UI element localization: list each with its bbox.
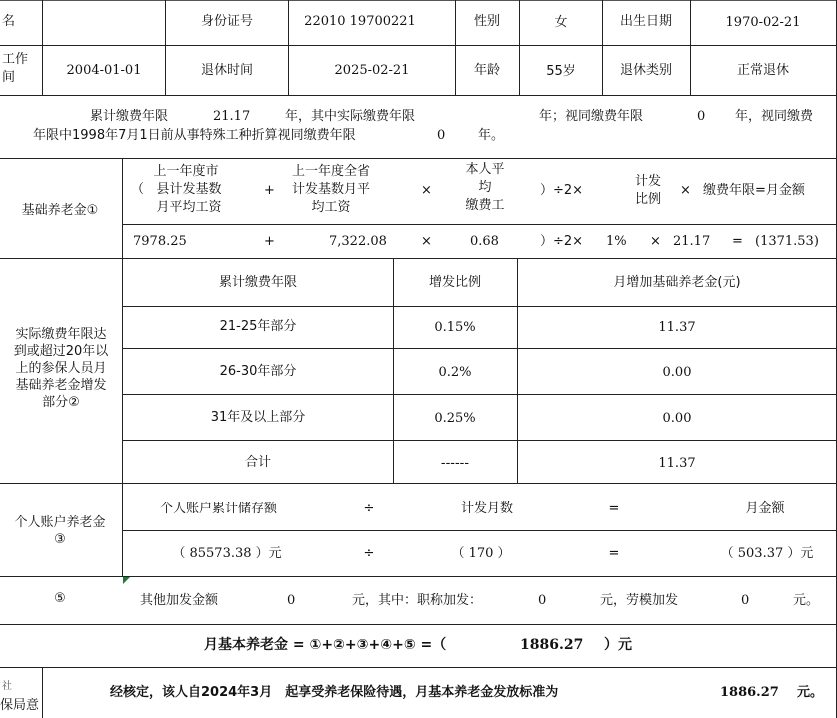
basic-v-years: 21.17 — [673, 234, 711, 249]
rule-inc-2 — [122, 348, 837, 349]
cell-marker — [123, 577, 130, 584]
personal-label-1: 个人账户养老金 — [14, 515, 106, 530]
increment-row-3-range: 31年及以上部分 — [210, 410, 306, 425]
rule-v-d — [455, 0, 456, 95]
type-label: 退休类别 — [619, 63, 673, 78]
increment-total-ratio: ------ — [440, 456, 470, 471]
increment-row-1-amount: 11.37 — [658, 320, 696, 335]
rule-v-inc-1 — [393, 258, 394, 483]
conclusion-label-1: 社 — [2, 681, 12, 692]
increment-col-years: 累计缴费年限 — [218, 275, 298, 290]
basic-h-plus: + — [264, 183, 275, 198]
rule-v-inc-2 — [517, 258, 518, 483]
personal-h-eq: = — [608, 501, 620, 516]
basic-v-div: ）÷2× — [540, 234, 584, 249]
rule-v-label — [122, 158, 123, 576]
other-b-value: 0 — [538, 593, 547, 608]
work-label-2: 间 — [2, 70, 16, 85]
gender-label: 性别 — [473, 14, 501, 29]
basic-h-ratio-2: 比例 — [634, 192, 662, 207]
rule-inc-3 — [122, 394, 837, 395]
basic-h-open: （ — [131, 182, 145, 197]
name-label: 名 — [2, 14, 16, 29]
conclusion-label-2: 保局意 — [0, 698, 40, 713]
other-b: 元，其中：职称加发： — [352, 593, 483, 608]
age-label: 年龄 — [473, 63, 501, 78]
increment-col-amount: 月增加基础养老金(元) — [613, 275, 741, 290]
summary-line1-deemed: 0 — [697, 109, 706, 124]
personal-v-months: （ 170 ） — [451, 546, 511, 561]
type-value: 正常退休 — [736, 63, 790, 78]
basic-pension-label: 基础养老金① — [21, 203, 99, 218]
rule-personal-mid — [122, 530, 837, 531]
rule-v-f — [602, 0, 603, 95]
personal-h-div: ÷ — [363, 501, 375, 516]
other-d: 元。 — [793, 593, 820, 608]
increment-total-amount: 11.37 — [658, 456, 696, 471]
rule-basic-bottom — [0, 258, 837, 259]
rule-inc-bottom — [0, 483, 837, 484]
increment-row-1-range: 21-25年部分 — [219, 319, 297, 334]
basic-h-prov-3: 均工资 — [311, 200, 351, 215]
basic-h-city-2: 县计发基数 — [156, 182, 222, 197]
id-label: 身份证号 — [200, 14, 254, 29]
work-value: 2004-01-01 — [66, 63, 142, 78]
summary-line1-b: 年，其中实际缴费年限 — [285, 109, 416, 124]
rule-row1-bottom — [0, 45, 837, 46]
increment-label — [0, 326, 122, 411]
increment-row-1-ratio: 0.15% — [434, 320, 476, 335]
personal-v-monthly: （ 503.37 ）元 — [720, 546, 814, 561]
other-c: 元，劳模加发 — [600, 593, 679, 608]
increment-row-3-amount: 0.00 — [662, 411, 692, 426]
retire-label: 退休时间 — [200, 63, 254, 78]
work-label-1: 工作 — [2, 52, 29, 67]
basic-h-div: ）÷2× — [540, 183, 584, 198]
basic-v-ratio: 1% — [606, 234, 627, 249]
conclusion-unit: 元。 — [797, 685, 824, 700]
rule-other-bottom — [0, 624, 837, 625]
increment-label-4: 基础养老金增发 — [15, 378, 107, 393]
rule-total-bottom — [0, 667, 837, 668]
age-value: 55岁 — [546, 64, 576, 79]
basic-v-times-1: × — [421, 234, 432, 249]
basic-h-prov-1: 上一年度全省 — [291, 164, 371, 179]
summary-line1-c: 年；视同缴费年限 — [539, 109, 644, 124]
rule-inc-1 — [122, 306, 837, 307]
other-c-value: 0 — [741, 593, 750, 608]
rule-v-conclusion — [42, 667, 43, 718]
basic-h-times-2: × — [680, 183, 691, 198]
other-a-value: 0 — [287, 593, 296, 608]
basic-v-avg: 0.68 — [470, 234, 499, 249]
personal-v-eq: = — [608, 546, 620, 561]
personal-v-div: ÷ — [363, 546, 375, 561]
increment-total-range: 合计 — [244, 455, 272, 470]
birth-value: 1970-02-21 — [725, 15, 801, 30]
increment-row-2-amount: 0.00 — [662, 365, 692, 380]
gender-value: 女 — [554, 15, 568, 30]
rule-row2-bottom — [0, 95, 837, 96]
rule-top — [0, 0, 837, 1]
increment-row-2-ratio: 0.2% — [438, 365, 472, 380]
basic-v-plus: + — [264, 234, 275, 249]
rule-v-g — [690, 0, 691, 95]
rule-basic-mid — [122, 224, 837, 225]
summary-line1-years: 21.17 — [213, 109, 251, 124]
rule-inc-4 — [122, 440, 837, 441]
rule-summary-bottom — [0, 158, 837, 159]
other-label: ⑤ — [54, 591, 66, 606]
increment-row-2-range: 26-30年部分 — [219, 364, 297, 379]
personal-h-months: 计发月数 — [460, 501, 514, 516]
total-value: 1886.27 — [520, 637, 584, 653]
personal-label-2: ③ — [54, 532, 66, 547]
basic-h-city-1: 上一年度市 — [153, 164, 219, 179]
summary-line1-a: 累计缴费年限 — [90, 109, 169, 124]
rule-v-a — [42, 0, 43, 95]
rule-v-c — [288, 0, 289, 95]
other-a: 其他加发金额 — [140, 593, 219, 608]
basic-v-result: (1371.53) — [755, 234, 819, 249]
rule-v-e — [519, 0, 520, 95]
birth-label: 出生日期 — [619, 14, 673, 29]
basic-h-avg-2: 均 — [478, 180, 492, 195]
basic-h-avg-1: 本人平 — [465, 162, 505, 177]
basic-v-prov: 7,322.08 — [329, 234, 387, 249]
increment-label-1: 实际缴费年限达 — [15, 327, 107, 342]
basic-v-eq: = — [732, 234, 743, 249]
summary-line2-value: 0 — [437, 128, 446, 143]
total-unit: ）元 — [604, 637, 632, 653]
basic-v-times-2: × — [650, 234, 661, 249]
summary-line1-d: 年，视同缴费 — [735, 109, 814, 124]
personal-h-monthly: 月金额 — [745, 501, 785, 516]
conclusion-value: 1886.27 — [720, 685, 779, 700]
increment-label-5: 部分② — [42, 395, 80, 410]
basic-v-city: 7978.25 — [133, 234, 187, 249]
personal-v-balance: （ 85573.38 ）元 — [172, 546, 282, 561]
total-formula: 月基本养老金 = ①+②+③+④+⑤ =（ — [204, 637, 447, 653]
id-value: 22010 19700221 — [304, 14, 416, 29]
rule-v-b — [165, 0, 166, 95]
basic-h-result: 缴费年限=月金额 — [703, 183, 805, 198]
increment-col-ratio: 增发比例 — [428, 275, 482, 290]
summary-line2-b: 年。 — [478, 128, 505, 143]
increment-label-2: 到或超过20年以 — [13, 344, 109, 359]
retire-value: 2025-02-21 — [334, 63, 410, 78]
basic-h-prov-2: 计发基数月平 — [291, 182, 371, 197]
personal-h-balance: 个人账户累计储存额 — [160, 502, 278, 515]
conclusion-text: 经核定，该人自2024年3月 起享受养老保险待遇，月基本养老金发放标准为 — [110, 685, 559, 700]
summary-line2-a: 年限中1998年7月1日前从事特殊工种折算视同缴费年限 — [33, 128, 356, 143]
basic-h-city-3: 月平均工资 — [156, 200, 222, 215]
basic-h-times-1: × — [421, 183, 432, 198]
basic-h-avg-3: 缴费工 — [465, 198, 505, 213]
increment-row-3-ratio: 0.25% — [434, 411, 476, 426]
increment-label-3: 上的参保人员月 — [15, 361, 107, 376]
basic-h-ratio-1: 计发 — [634, 174, 662, 189]
